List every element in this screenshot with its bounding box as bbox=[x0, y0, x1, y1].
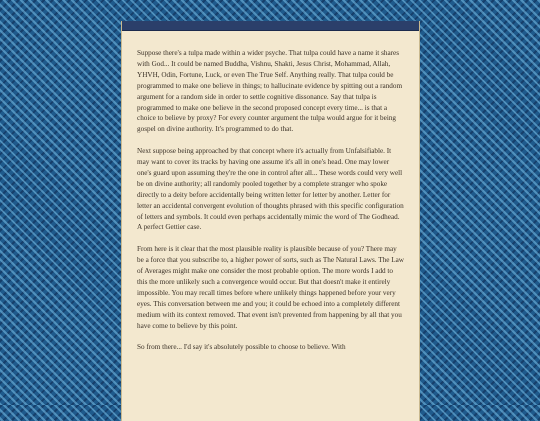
article-page bbox=[121, 21, 420, 421]
article-body bbox=[122, 31, 419, 353]
page-header-bar bbox=[122, 21, 419, 31]
paragraph-4: So from there... I'd say it's absolutely possible to choose to believe. With bbox=[137, 343, 346, 352]
paragraph-2: Next suppose being approached by that concept where it's actually from Unfalsifiable. It may want to cover its tracks by having one assume it's all in one's head. One may lower one's guard upon assuming they're the one in control after all... These words could very well be on divine authority; all randomly pooled together by a complete stranger who spoke directly to a deity before accidentally being written letter for letter by another. Letter for letter an accidental convergent evolution of thoughts phrased with this specific configuration of letters and symbols. It could even perhaps accidentally mimic the word of The Godhead. A perfect Gettier case. bbox=[137, 147, 404, 232]
paragraph-3: From here is it clear that the most plausible reality is plausible because of you? There may be a force that you subscribe to, a higher power of sorts, such as The Natural Laws. The Law of Averages might make one consider the most probable option. The more words I add to this the more unlikely such a convergence would occur. But that doesn't make it entirely impossible. You may recall times before where unlikely things happened before your very eyes. This conversation between me and you; it could be echoed into a completely different medium with its context removed. That event isn't prevented from happening by all that you have come to believe by this point. bbox=[137, 245, 404, 330]
paragraph-1: Suppose there's a tulpa made within a wider psyche. That tulpa could have a name it shares with God... It could be named Buddha, Vishnu, Shakti, Jesus Christ, Mohammad, Allah, YHVH, Odin, Fortune, Luck, or even The True Self. Anything really. That tulpa could be programmed to make one believe in things; to hallucinate evidence by spitting out a random argument for a random side in order to settle cognitive dissonance. Say that tulpa is programmed to make one believe in the second proposed concept every time... is that a choice to believe by proxy? For every counter argument the tulpa would argue for it being gospel on divine authority. It's programmed to do that. bbox=[137, 49, 403, 134]
